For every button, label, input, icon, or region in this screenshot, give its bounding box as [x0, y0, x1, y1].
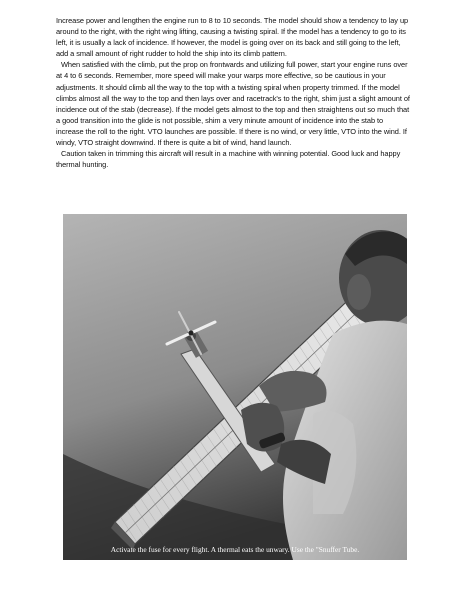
photo-caption: Activate the fuse for every flight. A thermal eats the unwary. Use the "Snuffer Tube.	[110, 545, 360, 554]
paragraph-3: Caution taken in trimming this aircraft will result in a machine with winning potential. Good luck and happy thermal hunting.	[56, 149, 401, 170]
paragraph-1: Increase power and lengthen the engine run to 8 to 10 seconds. The model should show a tendency to lay up around to the right, with the right wing lifting, causing a twisting spiral. If the model has a tendency to go to its left, it is usually a lack of incidence. If however, the model is going over on its back and still going to the left, add a small amount of right rudder to hold the ship into its climb pattern.	[56, 16, 409, 59]
body-text	[56, 15, 411, 170]
paragraph-2: When satisfied with the climb, put the prop on frontwards and utilizing full power, start your engine runs over at 4 to 6 seconds. Remember, more speed will make your warps more effective, so be cautious in your adjustments. It should climb all the way to the top with a twisting spiral when property trimmed. If the model climbs almost all the way to the top and then lays over and racetrack's to the right, shim just a slight amount of incidence out of the stab (decrease). If the model gets almost to the top and then straightens out so much that a good transition into the glide is not possible, shim a very minute amount of incidence into the stab to increase the roll to the right. VTO launches are possible. If there is no wind, or very little, VTO into the wind. If windy, VTO straight downwind. If there is quite a bit of wind, hand launch.	[56, 60, 410, 148]
photo-illustration	[63, 214, 407, 560]
model-airplane-photo	[63, 214, 407, 560]
